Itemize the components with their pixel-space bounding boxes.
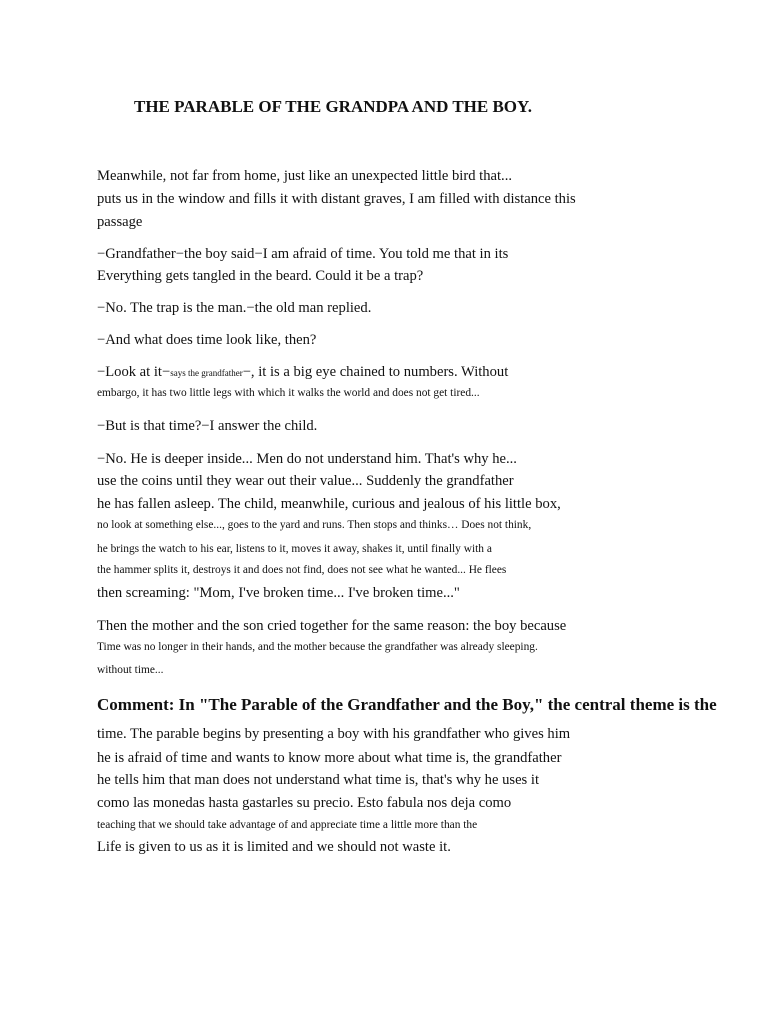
- text-line: Time was no longer in their hands, and the mother because the grandfather was already sleeping.: [97, 641, 538, 653]
- text-line: Everything gets tangled in the beard. Could it be a trap?: [97, 268, 424, 284]
- comment-line: he tells him that man does not understand what time is, that's why he uses it: [97, 772, 539, 788]
- comment-line: como las monedas hasta gastarles su precio. Esto fabula nos deja como: [97, 795, 512, 811]
- text-fragment-small: says the grandfather: [170, 368, 243, 378]
- text-line: passage: [97, 214, 143, 230]
- text-fragment: −, it is a big eye chained to numbers. Without: [242, 364, 509, 380]
- text-fragment: −Look at it−: [97, 364, 171, 380]
- comment-line: he is afraid of time and wants to know more about what time is, the grandfather: [97, 750, 562, 766]
- text-line: then screaming: "Mom, I've broken time... I've broken time...": [97, 585, 460, 601]
- text-line: he has fallen asleep. The child, meanwhile, curious and jealous of his little box,: [97, 496, 561, 512]
- text-line: use the coins until they wear out their value... Suddenly the grandfather: [97, 473, 514, 489]
- text-line: −But is that time?−I answer the child.: [97, 418, 318, 434]
- text-line: puts us in the window and fills it with distant graves, I am filled with distance this: [97, 191, 576, 207]
- text-line: no look at something else..., goes to the yard and runs. Then stops and thinks… Does not think,: [97, 519, 532, 531]
- text-line: −And what does time look like, then?: [97, 332, 317, 348]
- text-line: he brings the watch to his ear, listens to it, moves it away, shakes it, until finally with a: [97, 543, 492, 555]
- comment-heading: Comment: In "The Parable of the Grandfather and the Boy," the central theme is the: [97, 695, 717, 714]
- text-line: −No. The trap is the man.−the old man replied.: [97, 300, 372, 316]
- document-title: THE PARABLE OF THE GRANDPA AND THE BOY.: [134, 97, 532, 116]
- comment-line: teaching that we should take advantage of and appreciate time a little more than the: [97, 819, 478, 831]
- text-line: the hammer splits it, destroys it and does not find, does not see what he wanted... He flees: [97, 564, 507, 576]
- text-line: −No. He is deeper inside... Men do not understand him. That's why he...: [97, 451, 517, 467]
- text-line: embargo, it has two little legs with which it walks the world and does not get tired...: [97, 387, 480, 399]
- text-line: Meanwhile, not far from home, just like an unexpected little bird that...: [97, 168, 512, 184]
- text-line: without time...: [97, 664, 164, 676]
- text-line: Then the mother and the son cried together for the same reason: the boy because: [97, 618, 567, 634]
- comment-line: Life is given to us as it is limited and we should not waste it.: [97, 839, 451, 855]
- comment-line: time. The parable begins by presenting a boy with his grandfather who gives him: [97, 726, 571, 742]
- text-line: −Grandfather−the boy said−I am afraid of time. You told me that in its: [97, 246, 509, 262]
- text-line-mixed: [97, 362, 508, 383]
